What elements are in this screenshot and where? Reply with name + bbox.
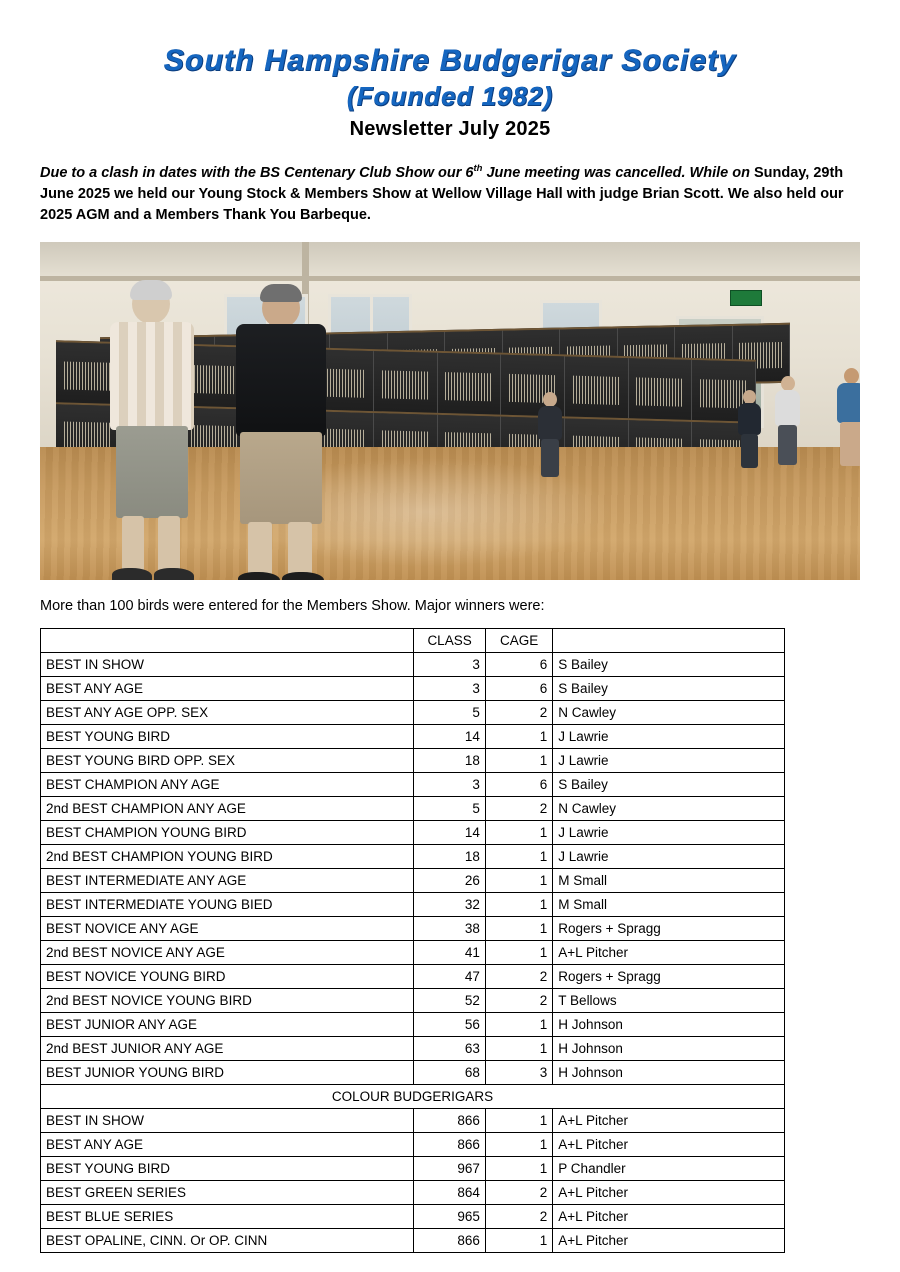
person-foreground-right [224, 288, 340, 580]
person-shirt [538, 406, 562, 440]
table-row [41, 1180, 785, 1204]
cell-award: BEST GREEN SERIES [41, 1180, 414, 1204]
cell-winner: M Small [553, 868, 785, 892]
cell-award: BEST IN SHOW [41, 652, 414, 676]
table-section-row [41, 1084, 785, 1108]
cell-winner: Rogers + Spragg [553, 916, 785, 940]
cell-award: BEST OPALINE, CINN. Or OP. CINN [41, 1228, 414, 1252]
person-shoe [282, 572, 324, 580]
cell-winner: J Lawrie [553, 820, 785, 844]
person-legs [778, 425, 797, 465]
cell-winner: H Johnson [553, 1060, 785, 1084]
cell-cage: 6 [485, 772, 552, 796]
table-header-row [41, 628, 785, 652]
person-legs [840, 422, 860, 466]
cell-winner: A+L Pitcher [553, 1132, 785, 1156]
ceiling-beam [40, 276, 860, 281]
cell-cage: 1 [485, 1036, 552, 1060]
cell-cage: 1 [485, 1156, 552, 1180]
cell-cage: 2 [485, 964, 552, 988]
person-shirt [738, 403, 761, 435]
hall-ceiling [40, 242, 860, 276]
cell-award: BEST ANY AGE OPP. SEX [41, 700, 414, 724]
table-row [41, 1228, 785, 1252]
show-hall-photo [40, 242, 860, 580]
table-row [41, 1108, 785, 1132]
cell-cage: 1 [485, 916, 552, 940]
cell-class: 5 [414, 700, 486, 724]
cell-winner: Rogers + Spragg [553, 964, 785, 988]
cell-class: 965 [414, 1204, 486, 1228]
cell-award: BEST INTERMEDIATE ANY AGE [41, 868, 414, 892]
cell-class: 864 [414, 1180, 486, 1204]
person-leg [158, 516, 180, 572]
table-row [41, 1132, 785, 1156]
header-award [41, 628, 414, 652]
person-shirt [775, 390, 800, 426]
person-shirt [236, 324, 326, 436]
cell-class: 18 [414, 748, 486, 772]
person-far-3 [737, 390, 763, 470]
cell-winner: N Cawley [553, 700, 785, 724]
person-shirt [837, 383, 860, 423]
person-shoe [112, 568, 152, 580]
table-row [41, 748, 785, 772]
table-row [41, 772, 785, 796]
cell-class: 5 [414, 796, 486, 820]
cell-winner: S Bailey [553, 772, 785, 796]
cell-cage: 6 [485, 676, 552, 700]
table-row [41, 1204, 785, 1228]
cell-cage: 1 [485, 724, 552, 748]
person-far-2 [835, 368, 860, 468]
cell-award: BEST IN SHOW [41, 1108, 414, 1132]
cell-class: 41 [414, 940, 486, 964]
intro-paragraph [40, 163, 860, 226]
cell-cage: 1 [485, 940, 552, 964]
table-row [41, 844, 785, 868]
cell-winner: P Chandler [553, 1156, 785, 1180]
cell-cage: 2 [485, 1180, 552, 1204]
cell-class: 3 [414, 772, 486, 796]
show-cage [438, 353, 502, 417]
cell-award: BEST BLUE SERIES [41, 1204, 414, 1228]
cell-award: 2nd BEST CHAMPION YOUNG BIRD [41, 844, 414, 868]
cell-cage: 1 [485, 844, 552, 868]
cell-award: 2nd BEST NOVICE YOUNG BIRD [41, 988, 414, 1012]
cell-award: BEST YOUNG BIRD [41, 724, 414, 748]
exit-sign [730, 290, 762, 306]
person-hair [130, 280, 172, 300]
cell-award: BEST NOVICE ANY AGE [41, 916, 414, 940]
cell-winner: A+L Pitcher [553, 1180, 785, 1204]
cell-winner: J Lawrie [553, 748, 785, 772]
cell-cage: 1 [485, 892, 552, 916]
table-row [41, 796, 785, 820]
cell-winner: A+L Pitcher [553, 1108, 785, 1132]
header-class: CLASS [414, 628, 486, 652]
cell-winner: A+L Pitcher [553, 1204, 785, 1228]
person-head [844, 368, 859, 384]
cell-award: BEST JUNIOR ANY AGE [41, 1012, 414, 1036]
person-foreground-left [96, 284, 206, 580]
person-leg [122, 516, 144, 572]
show-cage [629, 358, 693, 422]
cell-award: BEST CHAMPION YOUNG BIRD [41, 820, 414, 844]
table-row [41, 820, 785, 844]
cell-cage: 2 [485, 796, 552, 820]
photo-scene [40, 242, 860, 580]
cell-class: 32 [414, 892, 486, 916]
cell-cage: 3 [485, 1060, 552, 1084]
intro-italic-2: June meeting was cancelled. While on [482, 164, 754, 181]
cell-award: 2nd BEST NOVICE ANY AGE [41, 940, 414, 964]
person-head [743, 390, 756, 404]
person-far-1 [773, 376, 803, 468]
cell-winner: A+L Pitcher [553, 940, 785, 964]
cell-winner: J Lawrie [553, 724, 785, 748]
cell-winner: H Johnson [553, 1036, 785, 1060]
society-name: South Hampshire Budgerigar Society [163, 44, 737, 77]
cell-class: 967 [414, 1156, 486, 1180]
cell-cage: 1 [485, 1228, 552, 1252]
cell-cage: 1 [485, 1012, 552, 1036]
person-shoe [154, 568, 194, 580]
society-founded: (Founded 1982) [346, 80, 554, 111]
cell-class: 3 [414, 652, 486, 676]
table-row [41, 964, 785, 988]
cell-class: 14 [414, 820, 486, 844]
cell-award: BEST CHAMPION ANY AGE [41, 772, 414, 796]
cell-cage: 1 [485, 748, 552, 772]
cell-class: 56 [414, 1012, 486, 1036]
cell-class: 52 [414, 988, 486, 1012]
cell-cage: 2 [485, 700, 552, 724]
cell-winner: S Bailey [553, 652, 785, 676]
results-table-body [41, 652, 785, 1252]
cell-class: 3 [414, 676, 486, 700]
person-mid [535, 392, 565, 480]
header-winner [553, 628, 785, 652]
table-row [41, 724, 785, 748]
cell-cage: 1 [485, 1132, 552, 1156]
cell-award: BEST INTERMEDIATE YOUNG BIED [41, 892, 414, 916]
person-shirt [110, 322, 194, 430]
cell-class: 866 [414, 1132, 486, 1156]
intro-bold: Sunday, 29th June 2025 we held our Young Stock & Members Show at Wellow Village Hall with judge Brian Scott. We also held our 2025 AGM and a Members Thank You Barbeque. [40, 164, 844, 223]
cell-class: 866 [414, 1108, 486, 1132]
cell-cage: 1 [485, 868, 552, 892]
cell-winner: N Cawley [553, 796, 785, 820]
person-leg [248, 522, 272, 576]
table-row [41, 892, 785, 916]
cell-cage: 2 [485, 1204, 552, 1228]
intro-italic-1: Due to a clash in dates with the BS Centenary Club Show our 6 [40, 164, 474, 181]
cell-cage: 1 [485, 820, 552, 844]
person-shorts [240, 432, 322, 524]
cell-award: BEST YOUNG BIRD [41, 1156, 414, 1180]
show-cage [374, 351, 438, 415]
person-legs [741, 434, 758, 468]
cell-winner: S Bailey [553, 676, 785, 700]
cell-award: BEST ANY AGE [41, 1132, 414, 1156]
cell-class: 18 [414, 844, 486, 868]
cell-class: 38 [414, 916, 486, 940]
person-shoe [238, 572, 280, 580]
masthead [40, 44, 860, 141]
cell-award: BEST JUNIOR YOUNG BIRD [41, 1060, 414, 1084]
cell-winner: M Small [553, 892, 785, 916]
cell-class: 14 [414, 724, 486, 748]
cell-class: 26 [414, 868, 486, 892]
person-leg [288, 522, 312, 576]
table-row [41, 652, 785, 676]
person-head [543, 392, 557, 407]
table-row [41, 700, 785, 724]
person-legs [541, 439, 559, 477]
table-row [41, 988, 785, 1012]
cell-class: 866 [414, 1228, 486, 1252]
table-row [41, 676, 785, 700]
cell-award: BEST YOUNG BIRD OPP. SEX [41, 748, 414, 772]
show-cage [565, 356, 629, 420]
cell-cage: 2 [485, 988, 552, 1012]
results-table-head [41, 628, 785, 652]
table-row [41, 916, 785, 940]
cell-award: BEST NOVICE YOUNG BIRD [41, 964, 414, 988]
cell-winner: H Johnson [553, 1012, 785, 1036]
photo-caption: More than 100 birds were entered for the Members Show. Major winners were: [40, 597, 545, 614]
table-row [41, 1036, 785, 1060]
cell-award: 2nd BEST JUNIOR ANY AGE [41, 1036, 414, 1060]
results-table [40, 628, 785, 1253]
cell-class: 63 [414, 1036, 486, 1060]
cell-cage: 1 [485, 1108, 552, 1132]
table-row [41, 1156, 785, 1180]
person-shorts [116, 426, 188, 518]
cell-award: BEST ANY AGE [41, 676, 414, 700]
cell-class: 47 [414, 964, 486, 988]
table-row [41, 940, 785, 964]
table-row [41, 868, 785, 892]
cell-cage: 6 [485, 652, 552, 676]
cell-winner: J Lawrie [553, 844, 785, 868]
cell-class: 68 [414, 1060, 486, 1084]
intro-superscript: th [473, 162, 483, 174]
table-row [41, 1060, 785, 1084]
table-row [41, 1012, 785, 1036]
newsletter-title: Newsletter July 2025 [349, 117, 551, 140]
person-hair [260, 284, 302, 302]
cell-winner: A+L Pitcher [553, 1228, 785, 1252]
header-cage: CAGE [485, 628, 552, 652]
cell-winner: T Bellows [553, 988, 785, 1012]
section-title: COLOUR BUDGERIGARS [41, 1084, 785, 1108]
cell-award: 2nd BEST CHAMPION ANY AGE [41, 796, 414, 820]
person-head [781, 376, 795, 391]
